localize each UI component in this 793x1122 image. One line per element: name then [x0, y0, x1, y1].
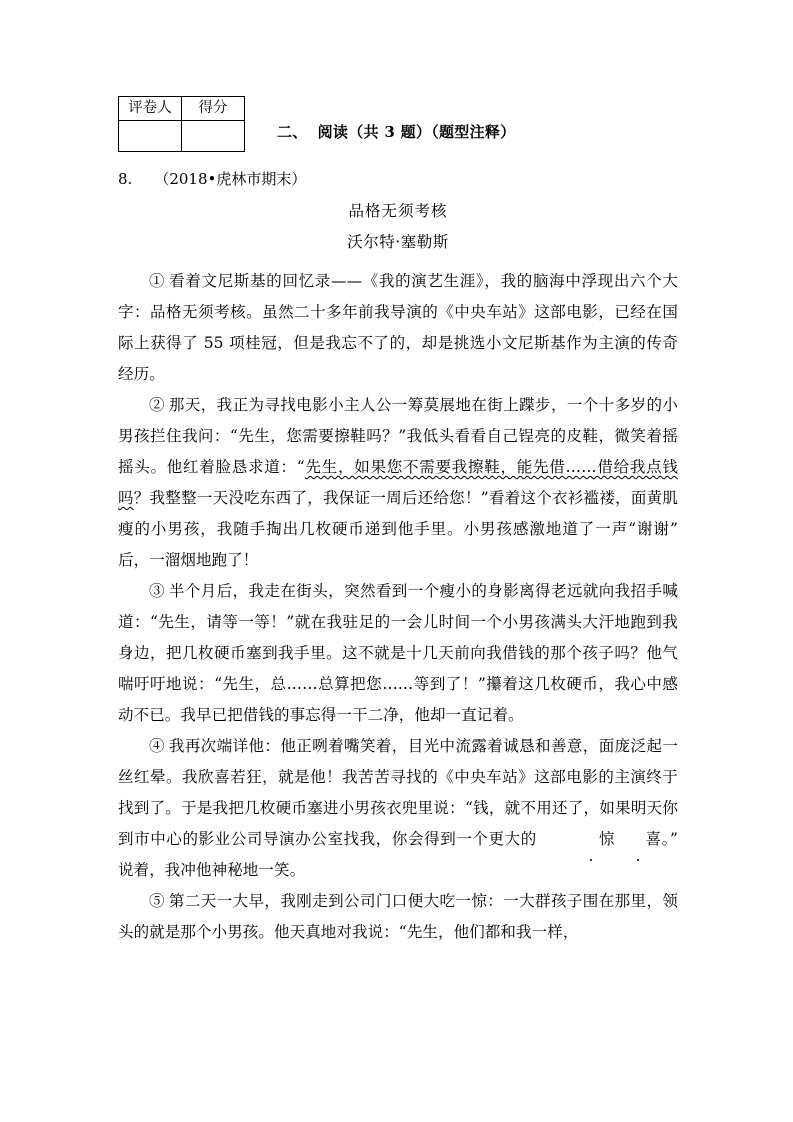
- section-heading: [277, 121, 516, 142]
- paragraph-marker-3: ③: [149, 582, 165, 600]
- article-paragraph-5: [118, 886, 678, 948]
- wavy-underlined-text: 先生，如果您不需要我擦鞋，能先借……借给我点钱吗: [118, 458, 678, 507]
- section-heading-text: 阅读（共 3 题）（题型注释）: [317, 123, 516, 141]
- paragraph-text-3: 半个月后，我走在街头，突然看到一个瘦小的身影离得老远就向我招手喊道：“先生，请等一等！”就在我驻足的一会儿时间一个小男孩满头大汗地跑到我身边，把几枚硬币塞到我手里。这不就是十几天前向我借钱的那个孩子吗？他气喘吁吁地说：“先生，总……总算把您……等到了！”攥着这几枚硬币，我心中感动不已。我早已把借钱的事忘得一干二净，他却一直记着。: [118, 582, 678, 724]
- paragraph-text-4-before: 我再次端详他：他正咧着嘴笑着，目光中流露着诚恳和善意，面庞泛起一丝红晕。我欣喜若狂，就是他！我苦苦寻找的《中央车站》这部电影的主演终于找到了。于是我把几枚硬币塞进小男孩衣兜里说：“钱，就不用还了，如果明天你到市中心的影业公司导演办公室找我，你会得到一个更大的: [118, 737, 678, 848]
- article-paragraph-4: [118, 731, 678, 886]
- paragraph-marker-4: ④: [149, 737, 165, 755]
- score-table-header-row: [119, 97, 245, 121]
- paragraph-text-4-after: 。”说着，我冲他神秘地一笑。: [118, 830, 679, 879]
- paragraph-marker-5: ⑤: [149, 892, 165, 910]
- paragraph-marker-1: ①: [149, 272, 166, 290]
- article-author: 沃尔特·塞勒斯: [347, 233, 449, 251]
- score-table-header-grader: 评卷人: [119, 97, 182, 121]
- article-paragraph-2: [118, 390, 678, 576]
- paragraph-text-2-before: 那天，我正为寻找电影小主人公一筹莫展地在街上蹀步，一个十多岁的小男孩拦住我问：“先生，您需要擦鞋吗？”我低头看看自己锃亮的皮鞋，微笑着摇摇头。他红着脸恳求道：“: [118, 396, 678, 476]
- paragraph-text-1: 看着文尼斯基的回忆录——《我的演艺生涯》，我的脑海中浮现出六个大字：品格无须考核。虽然二十多年前我导演的《中央车站》这部电影，已经在国际上获得了 55 项桂冠，但是我忘不了的，却是挑选小文尼斯基作为主演的传奇经历。: [118, 272, 678, 383]
- score-table-value-score[interactable]: [182, 121, 245, 152]
- header-zone: [118, 96, 678, 152]
- score-table-header-score: 得分: [182, 97, 245, 121]
- paragraph-text-2-after: ？我整整一天没吃东西了，我保证一周后还给您！”看着这个衣衫褴褛，面黄肌瘦的小男孩，我随手掏出几枚硬币递到他手里。小男孩感激地道了一声“谢谢”后，一溜烟地跑了！: [118, 489, 678, 569]
- score-table-value-grader[interactable]: [119, 121, 182, 152]
- article-body: [118, 196, 678, 948]
- paragraph-text-5: 第二天一大早，我刚走到公司门口便大吃一惊：一大群孩子围在那里，领头的就是那个小男孩。他天真地对我说：“先生，他们都和我一样，: [118, 892, 678, 941]
- question-number-line: [118, 168, 306, 189]
- article-paragraph-3: [118, 576, 678, 731]
- score-table-value-row: [119, 121, 245, 152]
- emphasis-dotted-text: 惊 喜: [537, 824, 661, 855]
- question-source: （2018•虎林市期末）: [154, 170, 307, 188]
- question-number: 8.: [118, 170, 133, 188]
- section-heading-number: 二、: [277, 123, 308, 141]
- paragraph-marker-2: ②: [149, 396, 165, 414]
- score-table: [118, 96, 245, 152]
- article-title: 品格无须考核: [348, 202, 448, 220]
- article-paragraph-1: [118, 266, 678, 390]
